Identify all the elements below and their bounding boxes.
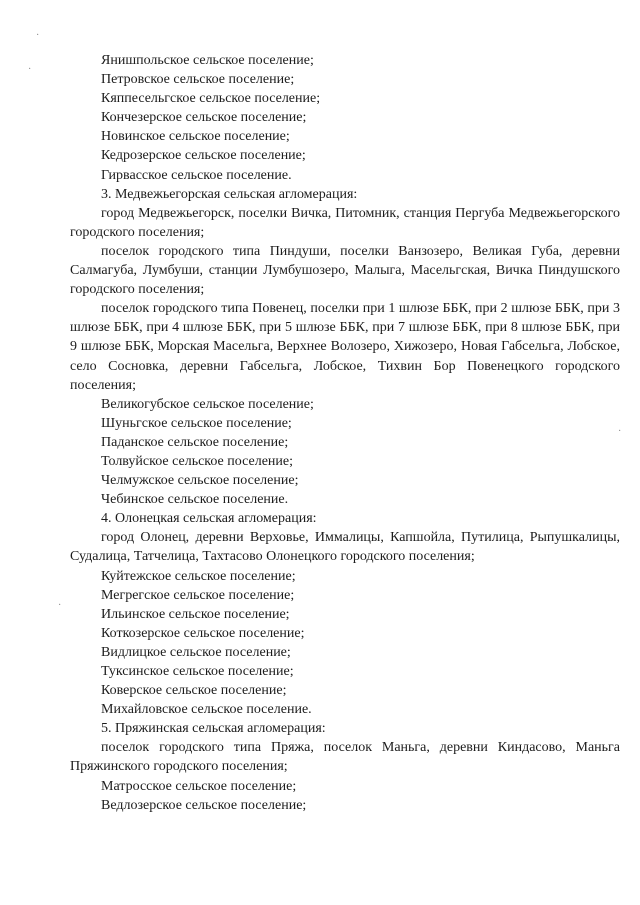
list-item-settlement: Ильинское сельское поселение; [101,606,290,622]
list-item-settlement: Паданское сельское поселение; [101,434,289,450]
list-item-settlement: Коверское сельское поселение; [101,683,287,699]
scan-artifact: · [28,64,32,75]
list-item-settlement: Чебинское сельское поселение. [101,492,289,508]
list-item-settlement: Кяппесельгское сельское поселение; [101,91,321,107]
paragraph: поселок городского типа Пряжа, поселок Маньга, деревни Киндасово, Маньга Пряжинского городского поселения; [70,740,620,775]
list-item-settlement: Толвуйское сельское поселение; [101,453,294,469]
section-heading: 5. Пряжинская сельская агломерация: [101,721,326,737]
list-item-settlement: Матросское сельское поселение; [101,778,297,794]
list-item-settlement: Петровское сельское поселение; [101,72,295,88]
list-item-settlement: Янишпольское сельское поселение; [101,53,314,68]
document-body [70,51,620,815]
list-item-settlement: Гирвасское сельское поселение. [101,167,292,183]
list-item-settlement: Шуньгское сельское поселение; [101,415,292,431]
list-item-settlement: Великогубское сельское поселение; [101,396,314,412]
list-item-settlement: Челмужское сельское поселение; [101,473,299,489]
section-heading: 3. Медвежьегорская сельская агломерация: [101,186,358,202]
scan-artifact: · [618,426,622,437]
list-item-settlement: Михайловское сельское поселение. [101,702,312,718]
list-item-settlement: Коткозерское сельское поселение; [101,625,305,641]
paragraph: город Медвежьегорск, поселки Вичка, Питомник, станция Пергуба Медвежьегорского городского поселения; [70,205,620,240]
paragraph: город Олонец, деревни Верховье, Иммалицы, Капшойла, Путилица, Рыпушкалицы, Судалица, Татчелица, Тахтасово Олонецкого городского поселения; [70,530,620,565]
paragraph: поселок городского типа Пиндуши, поселки Ванзозеро, Великая Губа, деревни Салмагуба, Лумбуши, станции Лумбушозеро, Малыга, Масельгская, Вичка Пиндушского городского поселения; [70,243,620,298]
list-item-settlement: Туксинское сельское поселение; [101,664,294,679]
list-item-settlement: Мегрегское сельское поселение; [101,587,295,603]
paragraph: поселок городского типа Повенец, поселки при 1 шлюзе ББК, при 2 шлюзе ББК, при 3 шлюзе ББК, при 4 шлюзе ББК, при 5 шлюзе ББК, при 7 шлюзе ББК, при 8 шлюзе ББК, при 9 шлюзе ББК, Морская Масельга, Верхнее Волозеро, Хижозеро, Новая Габсельга, Лобское, село Сосновка, деревни Габсельга, Лобское, Тихвин Бор Повенецкого городского поселения; [70,301,620,393]
list-item-settlement: Куйтежское сельское поселение; [101,568,296,584]
list-item-settlement: Кедрозерское сельское поселение; [101,148,306,164]
list-item-settlement: Видлицкое сельское поселение; [101,644,291,660]
section-heading: 4. Олонецкая сельская агломерация: [101,511,317,527]
scan-artifact: · [36,30,40,41]
scan-artifact: · [58,600,62,611]
list-item-settlement: Кончезерское сельское поселение; [101,110,307,126]
list-item-settlement: Ведлозерское сельское поселение; [101,797,307,813]
list-item-settlement: Новинское сельское поселение; [101,129,290,145]
